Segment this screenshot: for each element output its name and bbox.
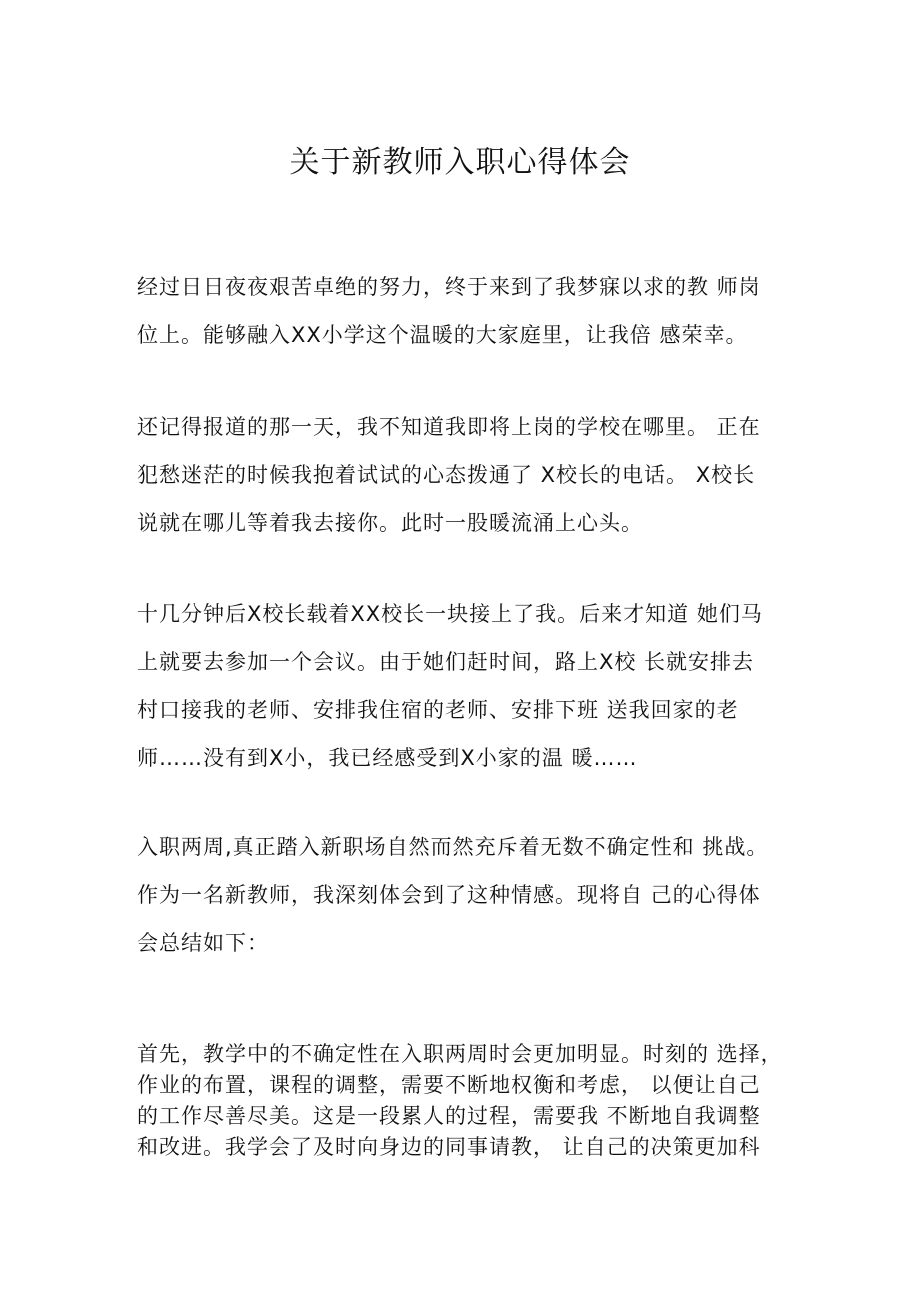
text-line: 犯愁迷茫的时候我抱着试试的心态拨通了 X校长的电话。 X校长: [137, 463, 756, 487]
paragraph-3: [137, 590, 797, 782]
document-title: 关于新教师入职心得体会: [289, 145, 631, 180]
text-line: 首先，教学中的不确定性在入职两周时会更加明显。时刻的 选择，: [137, 1042, 783, 1066]
text-line: 作业的布置，课程的调整，需要不断地权衡和考虑， 以便让自己: [137, 1073, 761, 1097]
text-line: 作为一名新教师，我深刻体会到了这种情感。现将自 己的心得体: [137, 883, 761, 907]
text-line: 十几分钟后X校长载着XX校长一块接上了我。后来才知道 她们马: [137, 602, 763, 626]
paragraph-5: [137, 1039, 797, 1163]
paragraph-2: [137, 403, 797, 547]
paragraph-4: [137, 823, 797, 967]
text-line: 师……没有到X小，我已经感受到X小家的温 暖……: [137, 746, 638, 770]
text-line: 入职两周,真正踏入新职场自然而然充斥着无数不确定性和 挑战。: [137, 835, 769, 859]
text-line: 上就要去参加一个会议。由于她们赶时间，路上X校 长就安排去: [137, 650, 755, 674]
text-line: 村口接我的老师、安排我住宿的老师、安排下班 送我回家的老: [137, 698, 739, 722]
text-line: 说就在哪儿等着我去接你。此时一股暖流涌上心头。: [137, 511, 643, 535]
text-line: 和改进。我学会了及时向身边的同事请教， 让自己的决策更加科: [137, 1135, 761, 1159]
text-line: 的工作尽善尽美。这是一段累人的过程，需要我 不断地自我调整: [137, 1104, 761, 1128]
paragraph-1: [137, 263, 797, 359]
text-line: 会总结如下：: [137, 931, 269, 955]
text-line: 位上。能够融入XX小学这个温暖的大家庭里，让我倍 感荣幸。: [137, 323, 748, 347]
text-line: 还记得报道的那一天，我不知道我即将上岗的学校在哪里。 正在: [137, 415, 761, 439]
text-line: 经过日日夜夜艰苦卓绝的努力，终于来到了我梦寐以求的教 师岗: [137, 275, 761, 299]
